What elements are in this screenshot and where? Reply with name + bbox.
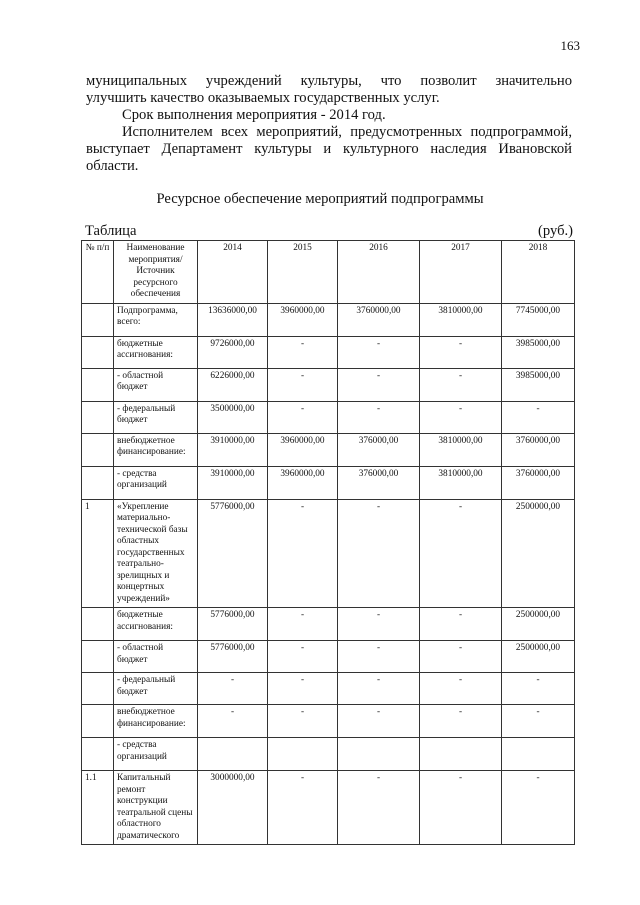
header-2018: 2018: [502, 241, 575, 304]
row-name: - областной бюджет: [114, 368, 198, 401]
cell-2016: -: [338, 368, 420, 401]
table-row: [82, 771, 575, 845]
cell-2015: [268, 738, 338, 771]
cell-2014: 3000000,00: [198, 771, 268, 845]
cell-2014: 5776000,00: [198, 499, 268, 608]
row-name: - федеральный бюджет: [114, 673, 198, 705]
row-number: [82, 368, 114, 401]
table-header-row: [82, 241, 575, 304]
header-2016: 2016: [338, 241, 420, 304]
cell-2014: -: [198, 673, 268, 705]
row-name: «Укрепление материально-технической базы областных государственных театрально-зрелищных и концертных учреждений»: [114, 499, 198, 608]
row-number: [82, 705, 114, 738]
table-row: [82, 303, 575, 336]
row-name: - областной бюджет: [114, 641, 198, 673]
table-unit: (руб.): [538, 223, 574, 239]
cell-2016: 3760000,00: [338, 303, 420, 336]
cell-2017: 3810000,00: [420, 303, 502, 336]
cell-2018: -: [502, 705, 575, 738]
cell-2014: 3500000,00: [198, 401, 268, 433]
row-number: 1.1: [82, 771, 114, 845]
row-name: бюджетные ассигнования:: [114, 608, 198, 641]
cell-2018: 2500000,00: [502, 499, 575, 608]
cell-2014: -: [198, 705, 268, 738]
row-number: [82, 401, 114, 433]
cell-2015: -: [268, 499, 338, 608]
row-name: внебюджетное финансирование:: [114, 705, 198, 738]
cell-2017: -: [420, 336, 502, 368]
cell-2015: -: [268, 401, 338, 433]
cell-2016: -: [338, 771, 420, 845]
cell-2017: -: [420, 705, 502, 738]
table-row: [82, 705, 575, 738]
row-number: [82, 641, 114, 673]
row-number: [82, 608, 114, 641]
intro-line-6: области.: [86, 158, 139, 174]
row-name: внебюджетное финансирование:: [114, 433, 198, 466]
cell-2015: 3960000,00: [268, 303, 338, 336]
cell-2015: -: [268, 641, 338, 673]
table-body: [82, 303, 575, 845]
table-row: [82, 336, 575, 368]
header-name: Наименование мероприятия/ Источник ресурсного обеспечения: [114, 241, 198, 304]
intro-line-2: улучшить качество оказываемых государственных услуг.: [86, 90, 440, 106]
cell-2018: -: [502, 771, 575, 845]
cell-2014: 5776000,00: [198, 641, 268, 673]
cell-2014: [198, 738, 268, 771]
cell-2015: -: [268, 336, 338, 368]
table-row: [82, 673, 575, 705]
cell-2015: 3960000,00: [268, 466, 338, 499]
cell-2016: -: [338, 499, 420, 608]
cell-2015: -: [268, 705, 338, 738]
row-name: бюджетные ассигнования:: [114, 336, 198, 368]
cell-2017: -: [420, 608, 502, 641]
table-row: [82, 433, 575, 466]
cell-2017: -: [420, 499, 502, 608]
row-name: - средства организаций: [114, 738, 198, 771]
cell-2014: 3910000,00: [198, 433, 268, 466]
cell-2017: -: [420, 641, 502, 673]
row-number: [82, 673, 114, 705]
table-row: [82, 738, 575, 771]
cell-2014: 13636000,00: [198, 303, 268, 336]
cell-2017: 3810000,00: [420, 433, 502, 466]
table-row: [82, 368, 575, 401]
cell-2018: 3985000,00: [502, 336, 575, 368]
cell-2014: 5776000,00: [198, 608, 268, 641]
row-name: - средства организаций: [114, 466, 198, 499]
row-number: 1: [82, 499, 114, 608]
header-num: № п/п: [82, 241, 114, 304]
row-number: [82, 466, 114, 499]
intro-line-3: Срок выполнения мероприятия - 2014 год.: [122, 107, 386, 123]
header-2017: 2017: [420, 241, 502, 304]
table-row: [82, 499, 575, 608]
cell-2018: 2500000,00: [502, 608, 575, 641]
cell-2017: -: [420, 401, 502, 433]
cell-2016: -: [338, 641, 420, 673]
cell-2017: -: [420, 771, 502, 845]
cell-2016: -: [338, 401, 420, 433]
row-number: [82, 738, 114, 771]
header-2014: 2014: [198, 241, 268, 304]
cell-2018: [502, 738, 575, 771]
table-caption: Таблица: [85, 223, 137, 239]
cell-2016: -: [338, 608, 420, 641]
cell-2017: 3810000,00: [420, 466, 502, 499]
table-row: [82, 401, 575, 433]
intro-line-4: Исполнителем всех мероприятий, предусмотренных подпрограммой,: [122, 124, 572, 140]
table-row: [82, 641, 575, 673]
cell-2016: -: [338, 336, 420, 368]
cell-2018: 7745000,00: [502, 303, 575, 336]
cell-2018: 3985000,00: [502, 368, 575, 401]
row-number: [82, 433, 114, 466]
cell-2018: 3760000,00: [502, 466, 575, 499]
row-number: [82, 336, 114, 368]
row-name: - федеральный бюджет: [114, 401, 198, 433]
cell-2017: [420, 738, 502, 771]
cell-2017: -: [420, 368, 502, 401]
intro-line-1: муниципальных учреждений культуры, что позволит значительно: [86, 73, 572, 89]
section-title: Ресурсное обеспечение мероприятий подпрограммы: [156, 191, 484, 207]
intro-line-5: выступает Департамент культуры и культурного наследия Ивановской: [86, 141, 572, 157]
cell-2015: -: [268, 673, 338, 705]
cell-2016: 376000,00: [338, 433, 420, 466]
cell-2016: [338, 738, 420, 771]
cell-2016: 376000,00: [338, 466, 420, 499]
resource-table: [81, 240, 575, 845]
cell-2014: 9726000,00: [198, 336, 268, 368]
cell-2015: -: [268, 771, 338, 845]
header-2015: 2015: [268, 241, 338, 304]
cell-2018: -: [502, 673, 575, 705]
cell-2014: 6226000,00: [198, 368, 268, 401]
cell-2015: -: [268, 608, 338, 641]
cell-2017: -: [420, 673, 502, 705]
cell-2015: 3960000,00: [268, 433, 338, 466]
cell-2015: -: [268, 368, 338, 401]
cell-2018: 2500000,00: [502, 641, 575, 673]
cell-2018: -: [502, 401, 575, 433]
row-number: [82, 303, 114, 336]
table-row: [82, 466, 575, 499]
cell-2014: 3910000,00: [198, 466, 268, 499]
page-number: 163: [560, 38, 580, 53]
row-name: Капитальный ремонт конструкции театральной сцены областного драматического: [114, 771, 198, 845]
cell-2016: -: [338, 705, 420, 738]
row-name: Подпрограмма, всего:: [114, 303, 198, 336]
cell-2016: -: [338, 673, 420, 705]
cell-2018: 3760000,00: [502, 433, 575, 466]
table-row: [82, 608, 575, 641]
